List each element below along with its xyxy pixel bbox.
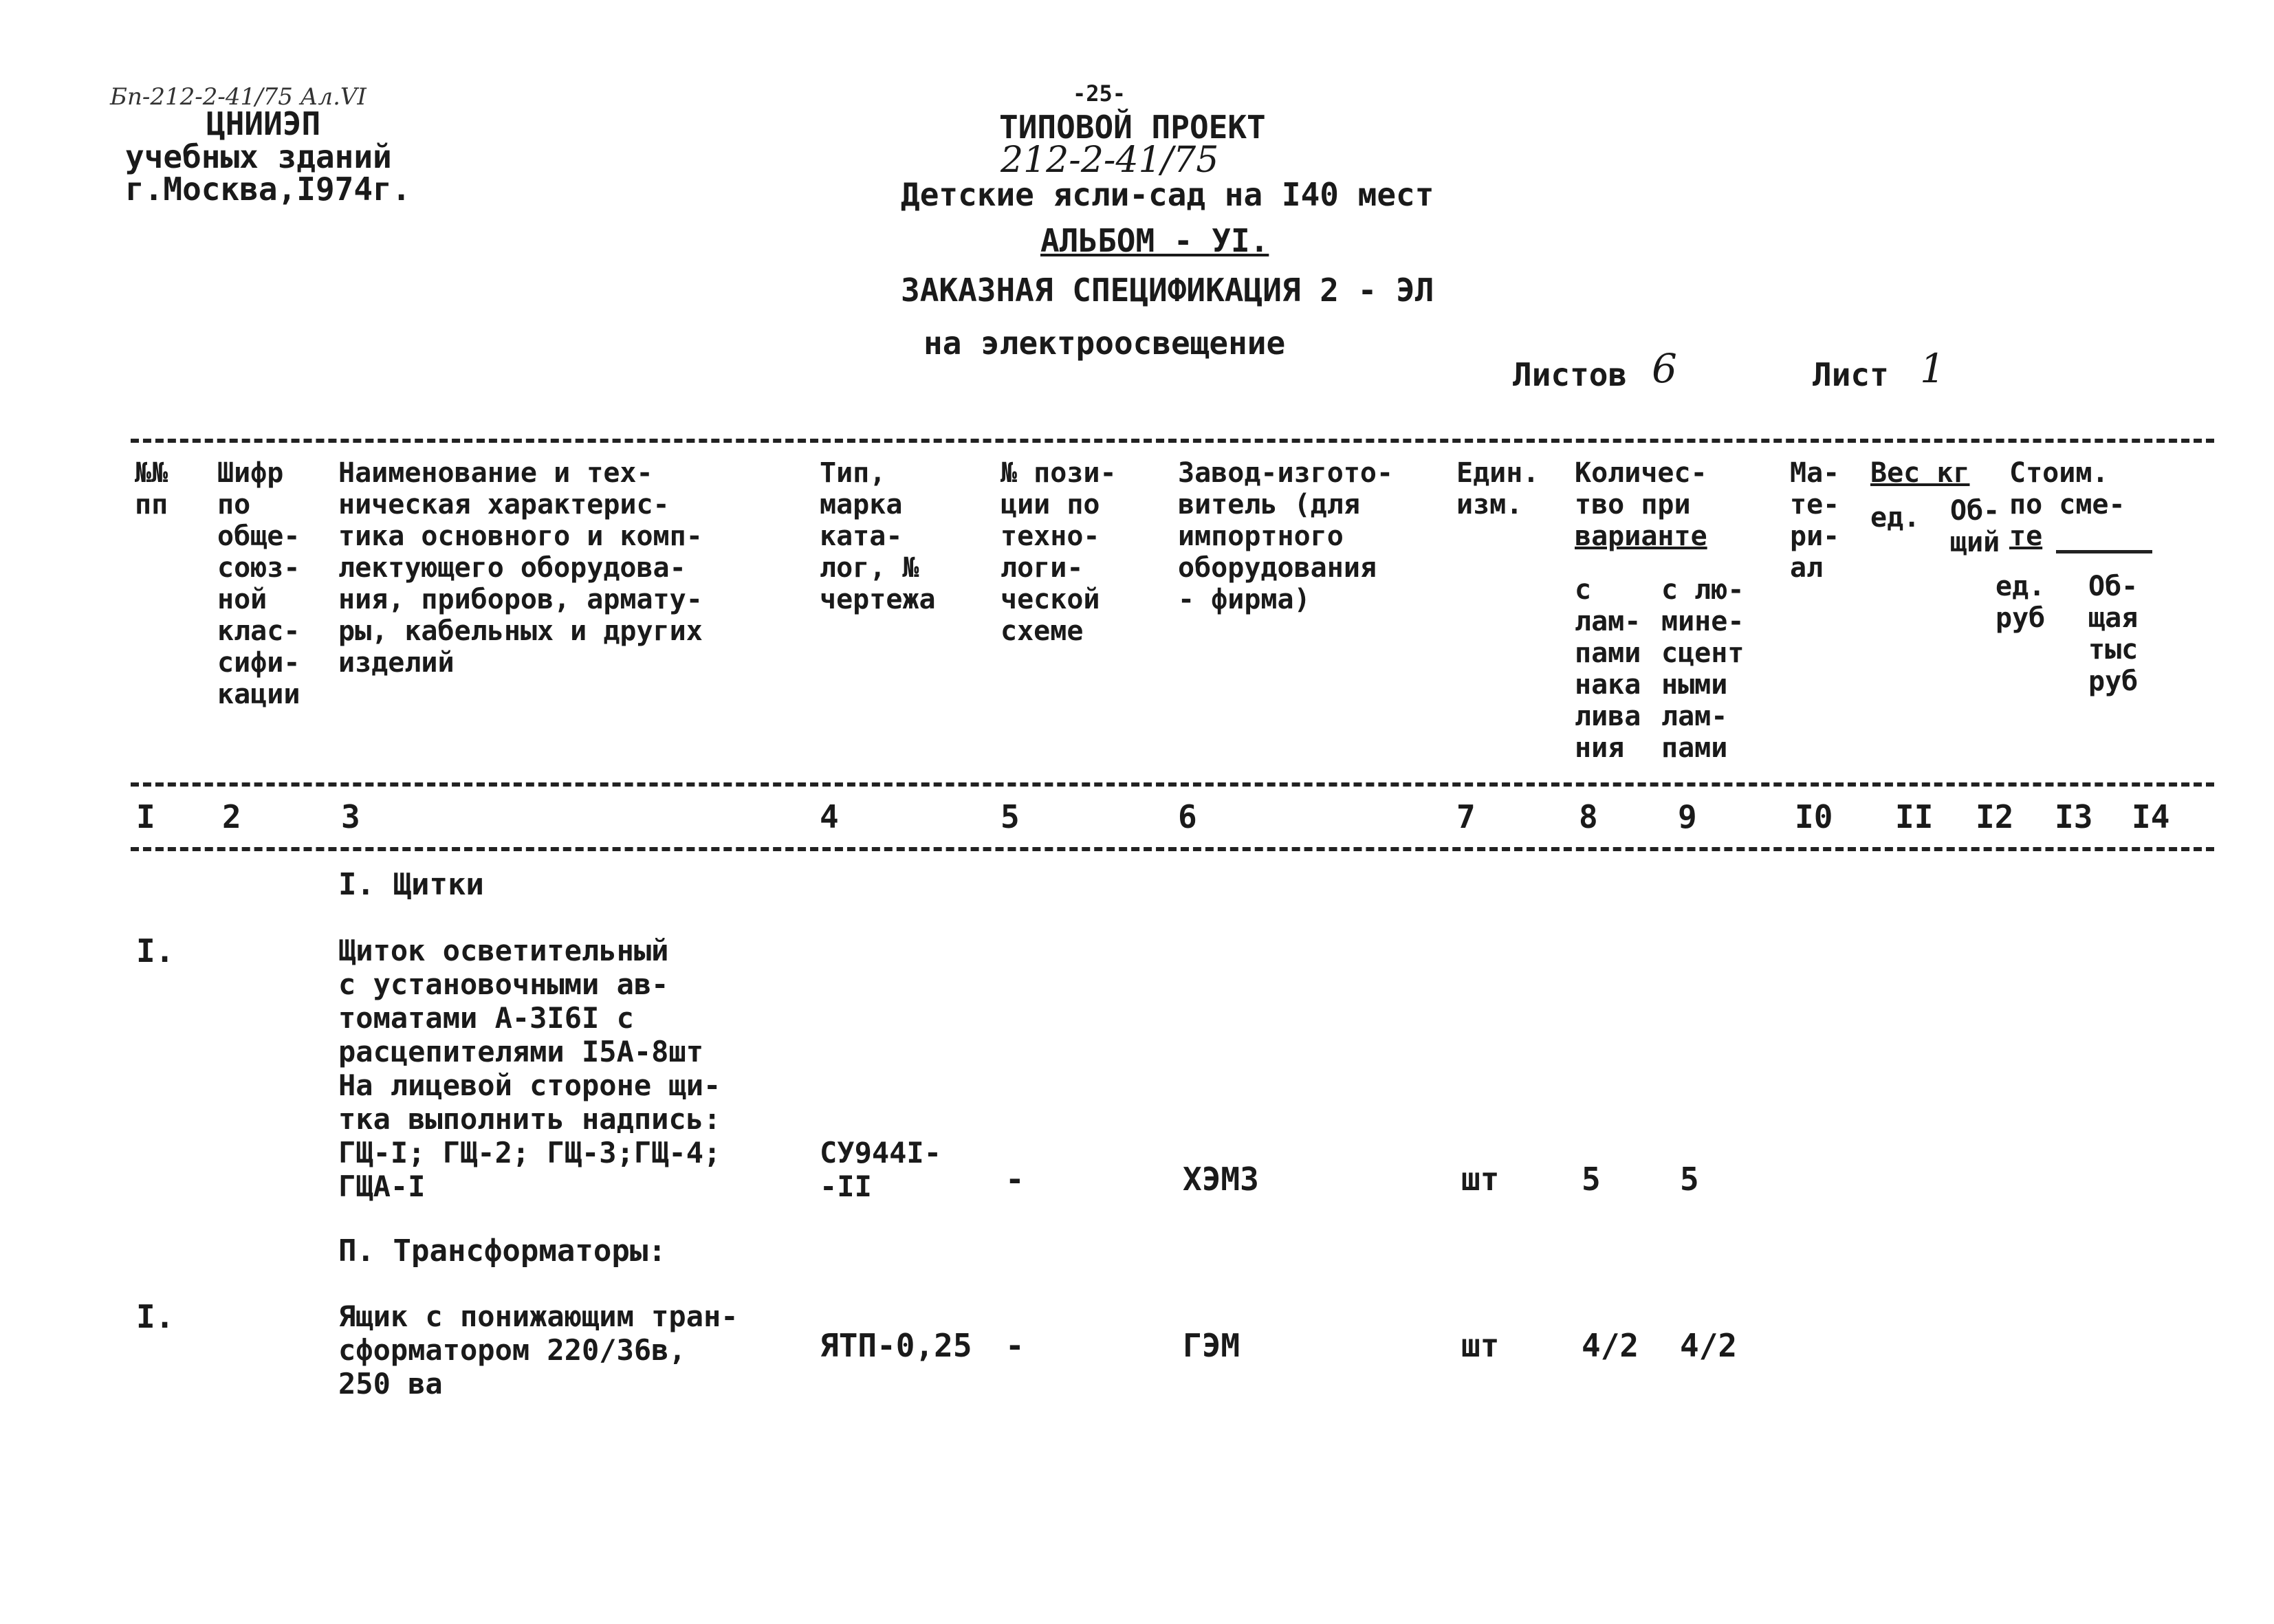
colnum-13: I3 — [2055, 798, 2093, 835]
item-description: Щиток осветительный с установочными ав- томатами А-3I6I с расцепителями I5А-8шт На лицевой стороне щи- тка выполнить надпись: ГЩ-I; ГЩ-2; ГЩ-3;ГЩ-4; ГЩА-I — [338, 934, 721, 1203]
item-position: - — [1005, 1327, 1025, 1364]
header-unit: Един. изм. — [1456, 457, 1540, 520]
item-position: - — [1005, 1161, 1025, 1198]
item-qty-fluorescent: 4/2 — [1680, 1327, 1738, 1364]
project-title: Детские ясли-сад на I40 мест — [901, 176, 1434, 213]
header-manufacturer: Завод-изгото- витель (для импортного оборудования - фирма) — [1178, 457, 1394, 615]
header-weight-total: Об- щий — [1950, 495, 2000, 558]
colnum-7: 7 — [1456, 798, 1476, 835]
header-position: № пози- ции по техно- логи- ческой схеме — [1001, 457, 1117, 647]
project-code: 212-2-41/75 — [1001, 140, 1219, 181]
colnum-6: 6 — [1178, 798, 1197, 835]
item-description: Ящик с понижающим тран- сформатором 220/36в, 250 ва — [338, 1299, 739, 1401]
org-name-line2: учебных зданий — [125, 138, 392, 175]
sheets-total-label: Листов — [1513, 356, 1628, 393]
project-heading: ТИПОВОЙ ПРОЕКТ — [999, 109, 1266, 146]
colnum-9: 9 — [1678, 798, 1697, 835]
colnum-2: 2 — [222, 798, 241, 835]
colnum-14: I4 — [2132, 798, 2170, 835]
item-qty-incandescent: 5 — [1582, 1161, 1601, 1198]
header-code: Шифр по обще- союз- ной клас- сифи- кации — [217, 457, 300, 710]
colnum-11: II — [1895, 798, 1934, 835]
header-weight-unit: ед. — [1870, 502, 1921, 534]
spec-subject: на электроосвещение — [923, 325, 1286, 362]
row-number: I. — [136, 1298, 175, 1335]
sheet-label: Лист — [1813, 356, 1889, 393]
album-label: АЛЬБОМ - УI. — [1040, 222, 1269, 259]
item-type: ЯТП-0,25 — [820, 1327, 972, 1364]
archive-stamp: Бп-212-2-41/75 Ал.VI — [110, 83, 367, 111]
section-title: I. Щитки — [338, 867, 484, 902]
item-qty-incandescent: 4/2 — [1582, 1327, 1639, 1364]
header-name: Наименование и тех- ническая характерис- тика основного и комп- лектующего оборудова- ния, приборов, армату- ры, кабельных и других изделий — [338, 457, 703, 679]
header-cost: Стоим. по сме- — [2009, 457, 2125, 520]
table-top-rule — [131, 439, 2214, 443]
colnum-10: I0 — [1795, 798, 1833, 835]
item-type: СУ944I- -II — [820, 1136, 942, 1203]
header-qty-incandescent: с лам- пами нака лива ния — [1575, 574, 1641, 764]
colnum-4: 4 — [820, 798, 839, 835]
item-manufacturer: ГЭМ — [1183, 1327, 1240, 1364]
colnum-8: 8 — [1579, 798, 1598, 835]
row-number: I. — [136, 932, 175, 969]
colnum-1: I — [136, 798, 155, 835]
page-number: -25- — [1073, 80, 1126, 107]
org-name: ЦНИИЭП — [206, 105, 321, 142]
header-type: Тип, марка ката- лог, № чертежа — [820, 457, 936, 615]
colnum-3: 3 — [341, 798, 360, 835]
city-year: г.Москва,I974г. — [125, 171, 411, 208]
header-quantity-variant: варианте — [1575, 520, 1707, 552]
header-cost-unit: ед. руб — [1996, 571, 2046, 634]
header-qty-fluorescent: с лю- мине- сцент ными лам- пами — [1661, 574, 1745, 764]
item-manufacturer: ХЭМЗ — [1183, 1161, 1259, 1198]
header-cost-te: те — [2009, 520, 2043, 552]
column-numbers-rule — [131, 847, 2214, 851]
header-row-number: №№ пп — [135, 457, 168, 520]
item-qty-fluorescent: 5 — [1680, 1161, 1699, 1198]
cost-underline — [2056, 550, 2152, 553]
colnum-5: 5 — [1001, 798, 1020, 835]
colnum-12: I2 — [1976, 798, 2014, 835]
header-bottom-rule — [131, 782, 2214, 787]
section-title: П. Трансформаторы: — [338, 1233, 666, 1269]
sheets-total-value: 6 — [1652, 345, 1677, 392]
item-unit: шт — [1461, 1161, 1500, 1198]
spec-title: ЗАКАЗНАЯ СПЕЦИФИКАЦИЯ 2 - ЭЛ — [901, 272, 1434, 309]
header-cost-total: Об- щая тыс руб — [2088, 571, 2139, 697]
sheet-value: 1 — [1920, 345, 1945, 392]
header-material: Ма- те- ри- ал — [1790, 457, 1840, 584]
item-unit: шт — [1461, 1327, 1500, 1364]
header-weight: Вес кг — [1870, 457, 1970, 489]
header-quantity: Количес- тво при — [1575, 457, 1707, 520]
